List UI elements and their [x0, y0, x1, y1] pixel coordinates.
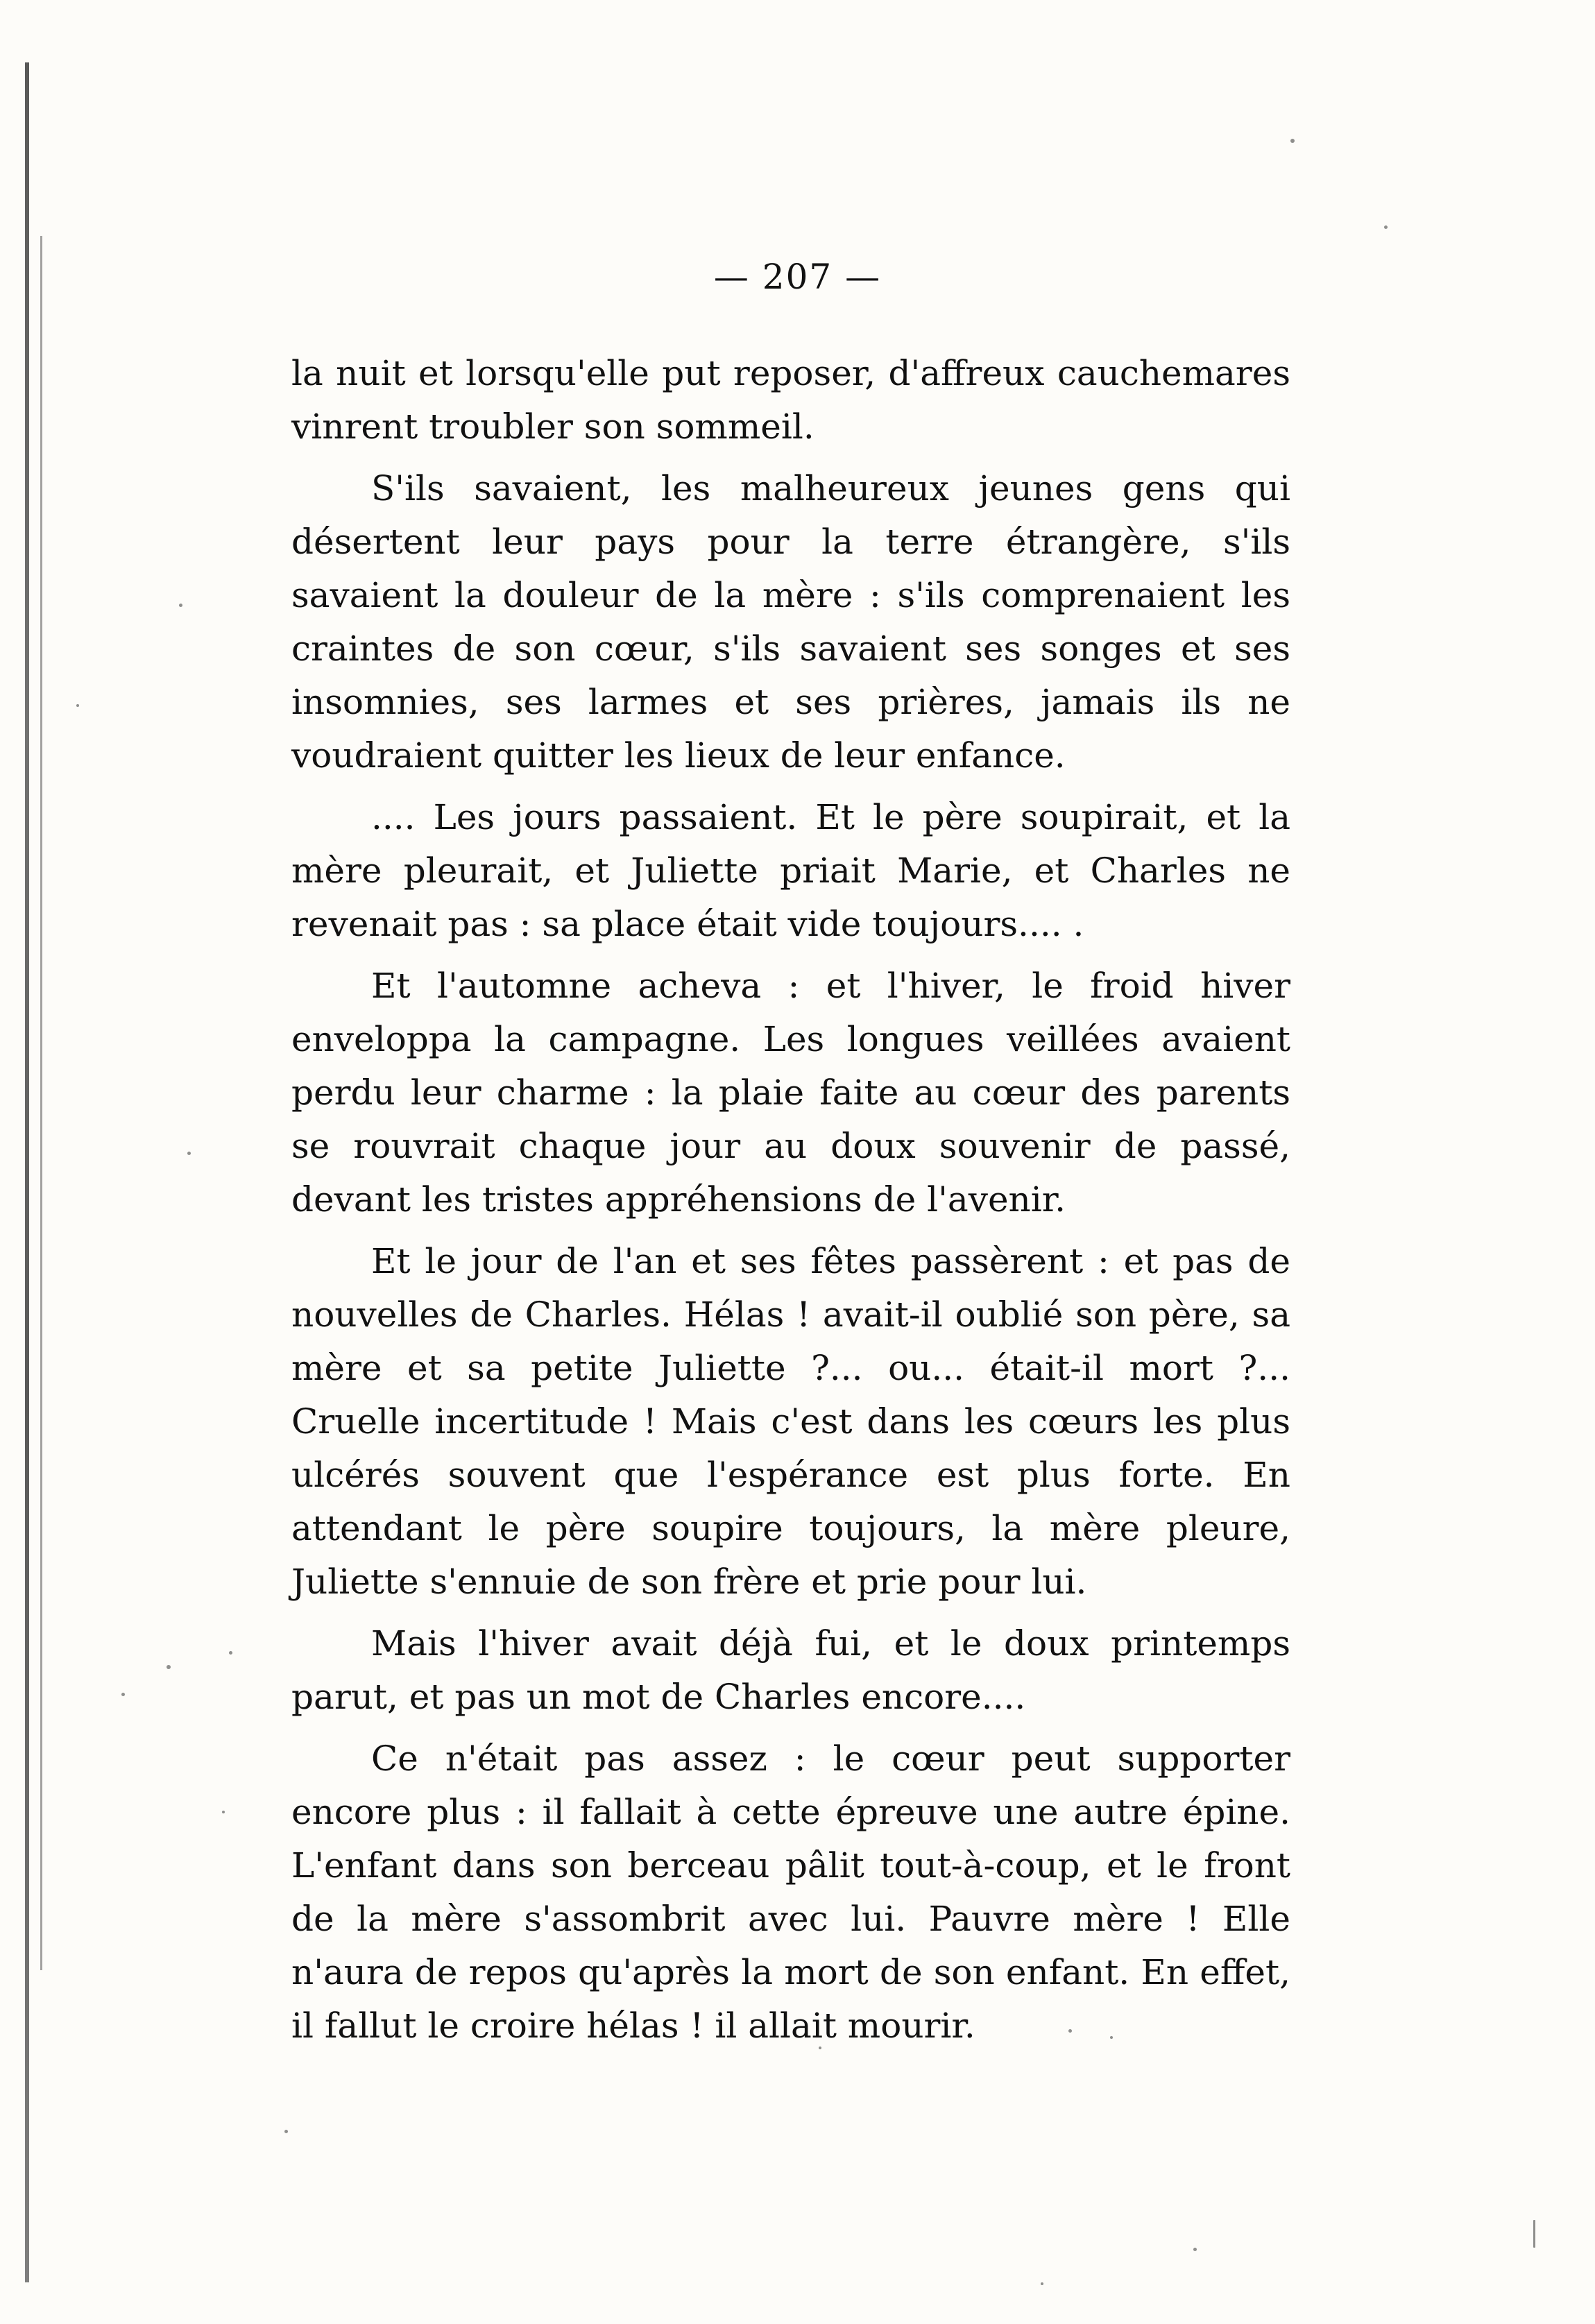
paper-speck: [284, 2130, 288, 2133]
paper-speck: [1290, 139, 1295, 143]
paper-speck: [1110, 2036, 1113, 2039]
paper-speck: [167, 1665, 171, 1669]
paper-speck: [1041, 2282, 1043, 2285]
paper-speck: [1068, 2029, 1072, 2033]
paragraph-6: Mais l'hiver avait déjà fui, et le doux printemps parut, et pas un mot de Charles encore....: [291, 1623, 1290, 1717]
paragraph-4: Et l'automne acheva : et l'hiver, le froid hiver enveloppa la campagne. Les longues veillées avaient perdu leur charme : la plaie faite au cœur des parents se rouvrait chaque jour au doux souvenir de passé, devant les tristes appréhensions de l'avenir.: [291, 966, 1290, 1220]
paragraph-3: .... Les jours passaient. Et le père soupirait, et la mère pleurait, et Juliette priait Marie, et Charles ne revenait pas : sa place était vide toujours.... .: [291, 797, 1290, 944]
paper-speck: [222, 1811, 225, 1813]
paper-speck: [179, 604, 182, 607]
paragraph-2: S'ils savaient, les malheureux jeunes gens qui désertent leur pays pour la terre étrangère, s'ils savaient la douleur de la mère : s'ils comprenaient les craintes de son cœur, s'ils savaient ses songes et ses insomnies, ses larmes et ses prières, jamais ils ne voudraient quitter les lieux de leur enfance.: [291, 468, 1290, 776]
paper-speck: [76, 704, 79, 707]
paper-speck: [121, 1693, 125, 1696]
paper-speck: [1533, 2220, 1535, 2248]
paper-speck: [187, 1152, 191, 1155]
paper-speck: [229, 1651, 232, 1655]
paper-speck: [819, 2047, 821, 2049]
paper-speck: [1193, 2248, 1197, 2251]
paper-speck: [1384, 225, 1388, 229]
page-number: — 207 —: [713, 257, 882, 297]
paragraph-7: Ce n'était pas assez : le cœur peut supporter encore plus : il fallait à cette épreuve une autre épine. L'enfant dans son berceau pâlit tout-à-coup, et le front de la mère s'assombrit avec lui. Pauvre mère ! Elle n'aura de repos qu'après la mort de son enfant. En effet, il fallut le croire hélas ! il allait mourir.: [291, 1738, 1290, 2046]
paragraph-5: Et le jour de l'an et ses fêtes passèrent : et pas de nouvelles de Charles. Hélas ! avait-il oublié son père, sa mère et sa petite Juliette ?... ou... était-il mort ?... Cruelle incertitude ! Mais c'est dans les cœurs les plus ulcérés souvent que l'espérance est plus forte. En attendant le père soupire toujours, la mère pleure, Juliette s'ennuie de son frère et prie pour lui.: [291, 1241, 1290, 1602]
body-text: [291, 347, 1290, 2061]
page-binding-shadow: [25, 62, 29, 2282]
page-binding-line: [40, 236, 42, 1970]
paragraph-1: la nuit et lorsqu'elle put reposer, d'affreux cauchemares vinrent troubler son sommeil.: [291, 353, 1290, 447]
